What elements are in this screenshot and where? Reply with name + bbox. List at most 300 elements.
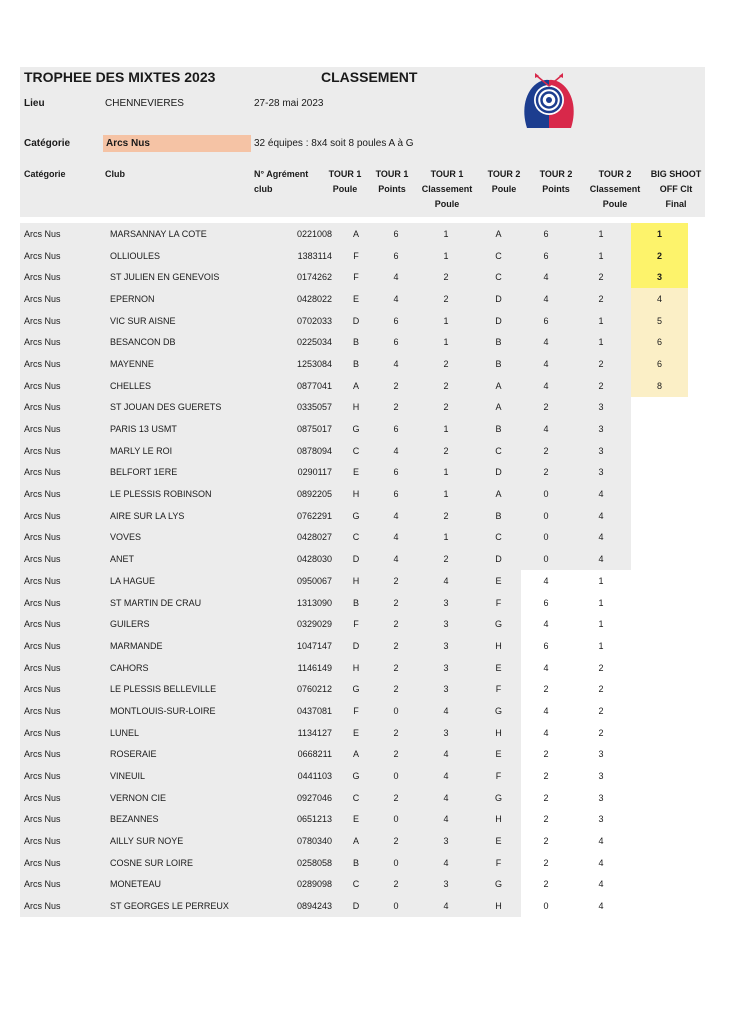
table-row bbox=[20, 809, 688, 831]
cell-agrement: 0428027 bbox=[260, 527, 336, 549]
cell-t1-poule: C bbox=[336, 440, 376, 462]
cell-t2-classement: 3 bbox=[571, 440, 631, 462]
cell-t1-classement: 3 bbox=[416, 635, 476, 657]
cell-big-shoot bbox=[631, 505, 688, 527]
cell-agrement: 0651213 bbox=[260, 809, 336, 831]
cell-agrement: 0290117 bbox=[260, 462, 336, 484]
cell-t1-classement: 4 bbox=[416, 787, 476, 809]
table-row bbox=[20, 787, 688, 809]
cell-t2-classement: 2 bbox=[598, 705, 604, 716]
cell-t1-classement: 3 bbox=[416, 678, 476, 700]
cell-t2-classement: 1 bbox=[598, 619, 604, 630]
cell-t1-classement: 2 bbox=[416, 440, 476, 462]
cell-t1-classement: 4 bbox=[416, 809, 476, 831]
cell-t2-classement: 3 bbox=[571, 462, 631, 484]
cell-t1-poule: G bbox=[336, 505, 376, 527]
cell-big-shoot bbox=[631, 765, 688, 787]
table-row bbox=[20, 635, 688, 657]
table-row bbox=[20, 440, 688, 462]
cell-t2-poule: C bbox=[476, 266, 521, 288]
cell-agrement: 0428030 bbox=[260, 548, 336, 570]
archery-target-faces-logo bbox=[519, 70, 579, 132]
cell-t2-points: 2 bbox=[543, 749, 549, 760]
cell-agrement: 0878094 bbox=[260, 440, 336, 462]
cell-big-shoot bbox=[631, 744, 688, 766]
table-row bbox=[20, 331, 688, 353]
cell-club: CHELLES bbox=[106, 375, 260, 397]
col-header-t1-poule: TOUR 1 Poule bbox=[328, 169, 362, 194]
cell-big-shoot: 6 bbox=[631, 331, 688, 353]
cell-agrement: 0437081 bbox=[260, 700, 336, 722]
cell-agrement: 0258058 bbox=[260, 852, 336, 874]
cell-t2-poule: F bbox=[476, 678, 521, 700]
cell-t1-points: 4 bbox=[376, 505, 416, 527]
cell-t1-points: 6 bbox=[376, 223, 416, 245]
cell-agrement: 0174262 bbox=[260, 266, 336, 288]
cell-club: LE PLESSIS BELLEVILLE bbox=[106, 678, 260, 700]
cell-club: OLLIOULES bbox=[106, 245, 260, 267]
cell-agrement: 0762291 bbox=[260, 505, 336, 527]
cell-t1-points: 4 bbox=[376, 353, 416, 375]
equipes-info: 32 équipes : 8x4 soit 8 poules A à G bbox=[254, 138, 414, 149]
cell-t2-points: 2 bbox=[543, 684, 549, 695]
cell-t2-classement: 1 bbox=[571, 331, 631, 353]
cell-t1-poule: H bbox=[336, 397, 376, 419]
cell-big-shoot bbox=[631, 418, 688, 440]
cell-t2-classement: 3 bbox=[598, 771, 604, 782]
cell-t2-points: 4 bbox=[521, 331, 571, 353]
cell-t2-classement: 4 bbox=[571, 548, 631, 570]
cell-t1-poule: F bbox=[336, 613, 376, 635]
cell-t1-classement: 3 bbox=[416, 830, 476, 852]
cell-t2-classement: 4 bbox=[598, 836, 604, 847]
table-row bbox=[20, 722, 688, 744]
cell-categorie: Arcs Nus bbox=[20, 353, 106, 375]
cell-t1-poule: C bbox=[336, 787, 376, 809]
cell-club: ST JULIEN EN GENEVOIS bbox=[106, 266, 260, 288]
cell-categorie: Arcs Nus bbox=[20, 375, 106, 397]
cell-club: LA HAGUE bbox=[106, 570, 260, 592]
col-header-t2-points: TOUR 2 Points bbox=[539, 169, 573, 194]
page-subtitle: CLASSEMENT bbox=[321, 69, 418, 85]
categorie-label: Catégorie bbox=[24, 138, 71, 149]
col-header-t1-points: TOUR 1 Points bbox=[375, 169, 409, 194]
cell-t1-points: 2 bbox=[376, 657, 416, 679]
col-header-agrement: N° Agrément club bbox=[254, 169, 309, 194]
cell-big-shoot bbox=[631, 657, 688, 679]
cell-t2-classement: 4 bbox=[571, 527, 631, 549]
cell-club: PARIS 13 USMT bbox=[106, 418, 260, 440]
cell-t1-points: 2 bbox=[376, 722, 416, 744]
cell-t2-points: 4 bbox=[543, 662, 549, 673]
cell-t2-poule: E bbox=[476, 570, 521, 592]
cell-t1-poule: F bbox=[336, 245, 376, 267]
cell-t1-classement: 2 bbox=[416, 397, 476, 419]
cell-big-shoot bbox=[631, 592, 688, 614]
cell-categorie: Arcs Nus bbox=[20, 440, 106, 462]
cell-t1-classement: 1 bbox=[416, 223, 476, 245]
cell-agrement: 1146149 bbox=[260, 657, 336, 679]
col-header-big-shoot: BIG SHOOT OFF Clt Final bbox=[650, 169, 702, 209]
cell-t2-poule: D bbox=[476, 548, 521, 570]
cell-t1-poule: F bbox=[336, 700, 376, 722]
lieu-label: Lieu bbox=[24, 98, 45, 109]
cell-t2-poule: B bbox=[476, 331, 521, 353]
cell-club: VERNON CIE bbox=[106, 787, 260, 809]
cell-club: MAYENNE bbox=[106, 353, 260, 375]
cell-club: BEZANNES bbox=[106, 809, 260, 831]
cell-t2-poule: F bbox=[476, 765, 521, 787]
cell-agrement: 0780340 bbox=[260, 830, 336, 852]
cell-agrement: 0329029 bbox=[260, 613, 336, 635]
cell-t1-classement: 4 bbox=[416, 744, 476, 766]
cell-agrement: 0428022 bbox=[260, 288, 336, 310]
cell-t1-poule: C bbox=[336, 874, 376, 896]
cell-categorie: Arcs Nus bbox=[20, 310, 106, 332]
cell-t2-points: 2 bbox=[543, 814, 549, 825]
cell-categorie: Arcs Nus bbox=[20, 722, 106, 744]
cell-t1-poule: B bbox=[336, 592, 376, 614]
cell-club: BELFORT 1ERE bbox=[106, 462, 260, 484]
cell-t1-points: 0 bbox=[376, 809, 416, 831]
cell-t2-points: 0 bbox=[543, 901, 549, 912]
table-row bbox=[20, 310, 688, 332]
cell-t2-points: 2 bbox=[521, 462, 571, 484]
cell-categorie: Arcs Nus bbox=[20, 570, 106, 592]
cell-t2-poule: H bbox=[476, 895, 521, 917]
cell-t2-poule: A bbox=[476, 397, 521, 419]
cell-club: MONTLOUIS-SUR-LOIRE bbox=[106, 700, 260, 722]
cell-club: ST JOUAN DES GUERETS bbox=[106, 397, 260, 419]
cell-big-shoot bbox=[631, 830, 688, 852]
cell-categorie: Arcs Nus bbox=[20, 657, 106, 679]
cell-t2-points: 0 bbox=[521, 505, 571, 527]
cell-t2-points: 0 bbox=[521, 548, 571, 570]
cell-club: BESANCON DB bbox=[106, 331, 260, 353]
cell-t2-points: 2 bbox=[543, 792, 549, 803]
cell-t1-classement: 1 bbox=[416, 245, 476, 267]
table-row bbox=[20, 765, 688, 787]
cell-t1-classement: 1 bbox=[416, 418, 476, 440]
cell-categorie: Arcs Nus bbox=[20, 744, 106, 766]
cell-t2-poule: F bbox=[476, 852, 521, 874]
cell-big-shoot: 2 bbox=[631, 245, 688, 267]
col-header-categorie: Catégorie bbox=[24, 169, 66, 179]
cell-t1-poule: G bbox=[336, 418, 376, 440]
cell-t1-classement: 4 bbox=[416, 700, 476, 722]
cell-agrement: 0760212 bbox=[260, 678, 336, 700]
cell-club: MARSANNAY LA COTE bbox=[106, 223, 260, 245]
cell-big-shoot bbox=[631, 462, 688, 484]
cell-agrement: 0289098 bbox=[260, 874, 336, 896]
cell-t2-points: 2 bbox=[543, 879, 549, 890]
table-row bbox=[20, 505, 688, 527]
cell-club: MONETEAU bbox=[106, 874, 260, 896]
cell-t2-classement: 2 bbox=[571, 375, 631, 397]
cell-big-shoot: 1 bbox=[631, 223, 688, 245]
cell-t2-points: 6 bbox=[543, 640, 549, 651]
cell-t1-classement: 2 bbox=[416, 353, 476, 375]
cell-t2-poule: G bbox=[476, 613, 521, 635]
cell-categorie: Arcs Nus bbox=[20, 700, 106, 722]
cell-t1-classement: 4 bbox=[416, 765, 476, 787]
cell-t2-poule: F bbox=[476, 592, 521, 614]
cell-t1-classement: 4 bbox=[416, 570, 476, 592]
cell-t2-classement: 1 bbox=[598, 640, 604, 651]
cell-club: LUNEL bbox=[106, 722, 260, 744]
cell-t2-poule: D bbox=[476, 310, 521, 332]
cell-t2-classement: 4 bbox=[571, 505, 631, 527]
cell-t1-classement: 2 bbox=[416, 548, 476, 570]
cell-t2-classement: 3 bbox=[598, 814, 604, 825]
cell-t1-classement: 1 bbox=[416, 310, 476, 332]
cell-agrement: 0668211 bbox=[260, 744, 336, 766]
table-row bbox=[20, 548, 688, 570]
ranking-table-body bbox=[20, 223, 688, 917]
cell-t1-classement: 3 bbox=[416, 592, 476, 614]
cell-t2-classement: 4 bbox=[598, 879, 604, 890]
cell-t2-points: 4 bbox=[521, 288, 571, 310]
cell-t1-poule: G bbox=[336, 678, 376, 700]
cell-club: MARMANDE bbox=[106, 635, 260, 657]
table-row bbox=[20, 874, 688, 896]
cell-categorie: Arcs Nus bbox=[20, 874, 106, 896]
cell-t2-points: 2 bbox=[543, 836, 549, 847]
cell-t2-classement: 4 bbox=[598, 901, 604, 912]
cell-t1-points: 2 bbox=[376, 787, 416, 809]
cell-t2-classement: 2 bbox=[598, 727, 604, 738]
cell-t2-poule: A bbox=[476, 483, 521, 505]
table-row bbox=[20, 527, 688, 549]
cell-t2-points: 4 bbox=[521, 375, 571, 397]
cell-t1-poule: G bbox=[336, 765, 376, 787]
col-header-t2-poule: TOUR 2 Poule bbox=[487, 169, 521, 194]
cell-t1-points: 0 bbox=[376, 700, 416, 722]
cell-t2-classement: 1 bbox=[571, 223, 631, 245]
cell-t1-poule: A bbox=[336, 223, 376, 245]
cell-t2-poule: H bbox=[476, 635, 521, 657]
cell-t1-poule: H bbox=[336, 483, 376, 505]
cell-t1-points: 2 bbox=[376, 397, 416, 419]
table-row bbox=[20, 223, 688, 245]
event-dates: 27-28 mai 2023 bbox=[254, 98, 324, 109]
cell-t2-classement: 2 bbox=[571, 266, 631, 288]
col-header-t2-classement: TOUR 2 Classement Poule bbox=[589, 169, 641, 209]
cell-club: MARLY LE ROI bbox=[106, 440, 260, 462]
cell-big-shoot bbox=[631, 483, 688, 505]
cell-t1-points: 2 bbox=[376, 678, 416, 700]
cell-t2-poule: H bbox=[476, 722, 521, 744]
cell-categorie: Arcs Nus bbox=[20, 895, 106, 917]
col-header-t1-classement: TOUR 1 Classement Poule bbox=[421, 169, 473, 209]
cell-t1-poule: C bbox=[336, 527, 376, 549]
table-row bbox=[20, 852, 688, 874]
categorie-value: Arcs Nus bbox=[103, 135, 251, 152]
cell-t2-points: 4 bbox=[521, 353, 571, 375]
cell-agrement: 1047147 bbox=[260, 635, 336, 657]
cell-t1-points: 6 bbox=[376, 245, 416, 267]
cell-categorie: Arcs Nus bbox=[20, 635, 106, 657]
cell-t2-poule: C bbox=[476, 245, 521, 267]
cell-t1-poule: E bbox=[336, 288, 376, 310]
cell-t1-classement: 3 bbox=[416, 874, 476, 896]
cell-t1-poule: D bbox=[336, 895, 376, 917]
cell-t1-points: 6 bbox=[376, 310, 416, 332]
cell-categorie: Arcs Nus bbox=[20, 397, 106, 419]
table-row bbox=[20, 266, 688, 288]
cell-t2-classement: 4 bbox=[571, 483, 631, 505]
cell-t2-classement: 3 bbox=[571, 418, 631, 440]
cell-t1-classement: 1 bbox=[416, 462, 476, 484]
cell-t2-poule: D bbox=[476, 288, 521, 310]
cell-t1-points: 2 bbox=[376, 570, 416, 592]
cell-agrement: 0927046 bbox=[260, 787, 336, 809]
cell-t1-points: 6 bbox=[376, 483, 416, 505]
cell-t2-points: 2 bbox=[543, 857, 549, 868]
cell-big-shoot: 5 bbox=[631, 310, 688, 332]
cell-club: VIC SUR AISNE bbox=[106, 310, 260, 332]
cell-t2-points: 2 bbox=[543, 771, 549, 782]
cell-t2-poule: B bbox=[476, 418, 521, 440]
cell-t1-classement: 2 bbox=[416, 505, 476, 527]
cell-big-shoot: 8 bbox=[631, 375, 688, 397]
cell-t2-poule: E bbox=[476, 744, 521, 766]
cell-t1-poule: E bbox=[336, 462, 376, 484]
cell-t1-poule: A bbox=[336, 744, 376, 766]
table-row bbox=[20, 592, 688, 614]
cell-t2-poule: A bbox=[476, 375, 521, 397]
cell-t2-poule: H bbox=[476, 809, 521, 831]
cell-t2-points: 4 bbox=[543, 619, 549, 630]
cell-club: VINEUIL bbox=[106, 765, 260, 787]
cell-categorie: Arcs Nus bbox=[20, 678, 106, 700]
cell-t2-classement: 1 bbox=[571, 245, 631, 267]
cell-t2-points: 4 bbox=[521, 266, 571, 288]
cell-categorie: Arcs Nus bbox=[20, 527, 106, 549]
cell-categorie: Arcs Nus bbox=[20, 483, 106, 505]
cell-t2-poule: E bbox=[476, 830, 521, 852]
table-row bbox=[20, 744, 688, 766]
cell-categorie: Arcs Nus bbox=[20, 288, 106, 310]
cell-t2-classement: 1 bbox=[598, 597, 604, 608]
cell-t1-classement: 3 bbox=[416, 613, 476, 635]
table-row bbox=[20, 678, 688, 700]
cell-t2-poule: G bbox=[476, 787, 521, 809]
cell-t1-poule: A bbox=[336, 375, 376, 397]
cell-agrement: 1313090 bbox=[260, 592, 336, 614]
cell-categorie: Arcs Nus bbox=[20, 548, 106, 570]
cell-categorie: Arcs Nus bbox=[20, 765, 106, 787]
cell-t2-points: 4 bbox=[543, 575, 549, 586]
cell-club: COSNE SUR LOIRE bbox=[106, 852, 260, 874]
cell-t1-poule: E bbox=[336, 722, 376, 744]
cell-t1-points: 2 bbox=[376, 830, 416, 852]
cell-club: AILLY SUR NOYE bbox=[106, 830, 260, 852]
cell-club: CAHORS bbox=[106, 657, 260, 679]
cell-t1-points: 2 bbox=[376, 874, 416, 896]
cell-t1-points: 6 bbox=[376, 331, 416, 353]
cell-t2-points: 6 bbox=[543, 597, 549, 608]
cell-t2-classement: 1 bbox=[571, 310, 631, 332]
cell-t1-classement: 3 bbox=[416, 722, 476, 744]
cell-t2-poule: A bbox=[476, 223, 521, 245]
cell-agrement: 0892205 bbox=[260, 483, 336, 505]
cell-big-shoot bbox=[631, 440, 688, 462]
cell-t1-classement: 3 bbox=[416, 657, 476, 679]
cell-t1-points: 4 bbox=[376, 527, 416, 549]
cell-big-shoot: 4 bbox=[631, 288, 688, 310]
cell-t2-points: 6 bbox=[521, 245, 571, 267]
cell-categorie: Arcs Nus bbox=[20, 418, 106, 440]
cell-agrement: 0875017 bbox=[260, 418, 336, 440]
table-row bbox=[20, 462, 688, 484]
cell-t2-classement: 3 bbox=[598, 749, 604, 760]
cell-t2-points: 6 bbox=[521, 310, 571, 332]
cell-agrement: 1253084 bbox=[260, 353, 336, 375]
cell-t1-points: 0 bbox=[376, 765, 416, 787]
cell-t2-poule: E bbox=[476, 657, 521, 679]
table-row bbox=[20, 353, 688, 375]
cell-big-shoot bbox=[631, 874, 688, 896]
cell-big-shoot: 3 bbox=[631, 266, 688, 288]
cell-categorie: Arcs Nus bbox=[20, 809, 106, 831]
cell-t1-poule: A bbox=[336, 830, 376, 852]
cell-t1-classement: 1 bbox=[416, 527, 476, 549]
cell-t2-points: 4 bbox=[521, 418, 571, 440]
ranking-table bbox=[20, 223, 688, 917]
cell-big-shoot bbox=[631, 527, 688, 549]
cell-t2-classement: 2 bbox=[598, 684, 604, 695]
cell-t1-poule: B bbox=[336, 331, 376, 353]
cell-t2-points: 2 bbox=[521, 397, 571, 419]
cell-t1-poule: D bbox=[336, 548, 376, 570]
table-row bbox=[20, 397, 688, 419]
cell-t2-poule: B bbox=[476, 353, 521, 375]
cell-agrement: 0702033 bbox=[260, 310, 336, 332]
table-row bbox=[20, 657, 688, 679]
cell-t2-points: 2 bbox=[521, 440, 571, 462]
cell-t1-points: 0 bbox=[376, 852, 416, 874]
cell-t2-classement: 3 bbox=[598, 792, 604, 803]
cell-t1-points: 6 bbox=[376, 418, 416, 440]
cell-t2-poule: C bbox=[476, 527, 521, 549]
cell-big-shoot bbox=[631, 570, 688, 592]
cell-agrement: 0894243 bbox=[260, 895, 336, 917]
cell-big-shoot bbox=[631, 548, 688, 570]
cell-categorie: Arcs Nus bbox=[20, 592, 106, 614]
cell-club: VOVES bbox=[106, 527, 260, 549]
cell-t1-classement: 4 bbox=[416, 852, 476, 874]
table-row bbox=[20, 830, 688, 852]
cell-t2-points: 0 bbox=[521, 483, 571, 505]
cell-club: GUILERS bbox=[106, 613, 260, 635]
cell-categorie: Arcs Nus bbox=[20, 852, 106, 874]
cell-t2-classement: 3 bbox=[571, 397, 631, 419]
cell-agrement: 0877041 bbox=[260, 375, 336, 397]
cell-t2-poule: D bbox=[476, 462, 521, 484]
cell-t2-classement: 2 bbox=[571, 353, 631, 375]
cell-big-shoot bbox=[631, 613, 688, 635]
cell-agrement: 1383114 bbox=[260, 245, 336, 267]
cell-big-shoot bbox=[631, 397, 688, 419]
cell-categorie: Arcs Nus bbox=[20, 462, 106, 484]
cell-categorie: Arcs Nus bbox=[20, 331, 106, 353]
cell-club: ANET bbox=[106, 548, 260, 570]
cell-t2-points: 4 bbox=[543, 727, 549, 738]
cell-categorie: Arcs Nus bbox=[20, 613, 106, 635]
cell-club: AIRE SUR LA LYS bbox=[106, 505, 260, 527]
table-row bbox=[20, 375, 688, 397]
